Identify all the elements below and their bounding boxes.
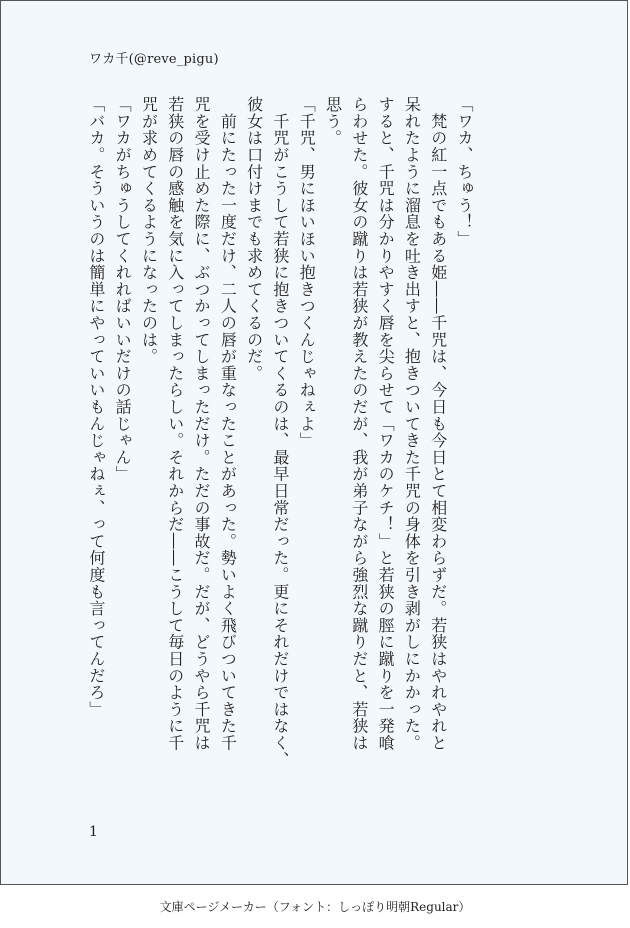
text-line: 呆れたように溜息を吐き出すと、抱きついてきた千咒の身体を引き剥がしにかかった。: [402, 96, 422, 752]
text-line: らわせた。彼女の蹴りは若狭が教えたのだが、我が弟子ながら強烈な蹴りだと、若狭は: [349, 96, 369, 752]
text-line: 「千咒、男にほいほい抱きつくんじゃねぇよ」: [297, 96, 317, 449]
text-line: 彼女は口付けまでも求めてくるのだ。: [244, 96, 264, 382]
text-line: 思う。: [323, 96, 343, 147]
vertical-text-body: [83, 96, 477, 768]
text-line: 「ワカ、ちゅう！」: [455, 96, 474, 248]
text-line: 「バカ。そういうのは簡単にやっていいもんじゃねぇ、って何度も言ってんだろ」: [86, 96, 106, 718]
text-line: 「ワカがちゅうしてくれればいいだけの話じゃん」: [113, 96, 133, 483]
text-line: 咒を受け止めた際に、ぶつかってしまっただけ。ただの事故だ。だが、どうやら千咒は: [192, 96, 212, 752]
text-line: すると、千咒は分かりやすく唇を尖らせて「ワカのケチ！」と若狭の脛に蹴りを一発喰: [376, 96, 396, 752]
footer-caption: 文庫ページメーカー（フォント：しっぽり明朝Regular）: [159, 900, 471, 914]
page-number: 1: [89, 824, 98, 840]
text-line: 前にたった一度だけ、二人の唇が重なったことがあった。勢いよく飛びついてきた千: [218, 96, 238, 752]
text-line: 咒が求めてくるようになったのは。: [139, 96, 159, 365]
author-header: ワカ千(@reve_pigu): [89, 52, 219, 67]
text-line: 梵の紅一点でもある姫――千咒は、今日も今日とて相変わらずだ。若狭はやれやれと: [428, 96, 448, 752]
text-line: 千咒がこうして若狭に抱きついてくるのは、最早日常だった。更にそれだけではなく、: [270, 96, 290, 768]
text-line: 若狭の唇の感触を気に入ってしまったらしい。それからだ――こうして毎日のように千: [165, 96, 185, 752]
